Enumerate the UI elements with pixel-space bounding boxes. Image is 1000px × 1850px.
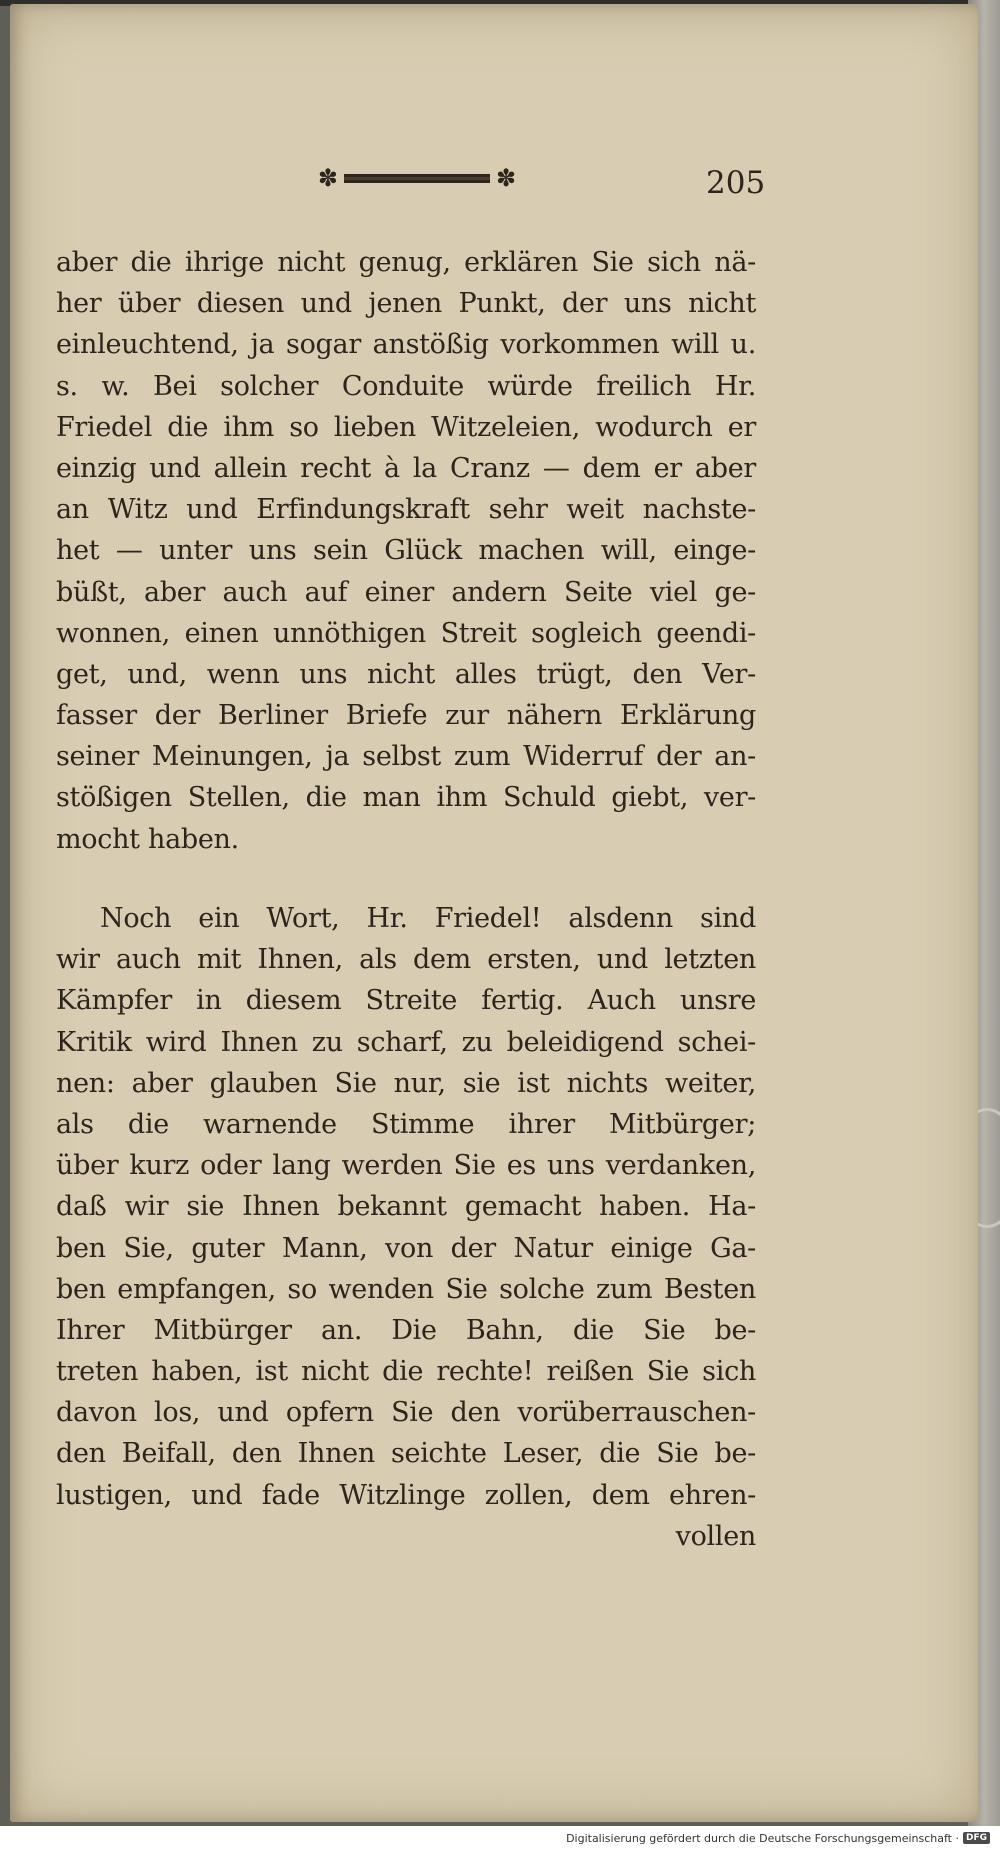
text-line: Noch ein Wort, Hr. Friedel! alsdenn sind xyxy=(100,903,756,934)
ornament-left-icon: ✽ xyxy=(317,164,338,192)
text-line: lustigen, und fade Witzlinge zollen, dem ehren- xyxy=(56,1479,756,1511)
dfg-logo: DFG xyxy=(963,1832,990,1844)
text-line: ben empfangen, so wenden Sie solche zum Besten xyxy=(56,1273,756,1305)
text-line: als die warnende Stimme ihrer Mitbürger; xyxy=(56,1108,756,1140)
text-line: het — unter uns sein Glück machen will, einge- xyxy=(56,535,756,567)
text-line: Ihrer Mitbürger an. Die Bahn, die Sie be- xyxy=(56,1314,756,1346)
text-line: Friedel die ihm so lieben Witzeleien, wodurch er xyxy=(56,411,756,443)
paragraph-2 xyxy=(56,898,756,1557)
text-line: ben Sie, guter Mann, von der Natur einige Ga- xyxy=(56,1232,756,1264)
catchword: vollen xyxy=(675,1520,756,1552)
text-line: Kämpfer in diesem Streite fertig. Auch unsre xyxy=(56,985,756,1017)
ornament-rule xyxy=(344,174,490,183)
text-line: über kurz oder lang werden Sie es uns verdanken, xyxy=(56,1150,756,1182)
ornament-right-icon: ✽ xyxy=(496,164,517,192)
text-line: stößigen Stellen, die man ihm Schuld giebt, ver- xyxy=(56,782,756,814)
paragraph-1 xyxy=(56,242,756,860)
text-line: s. w. Bei solcher Conduite würde freilich Hr. xyxy=(56,370,756,402)
header-ornament xyxy=(306,164,528,192)
book-page xyxy=(10,4,978,1822)
text-line: aber die ihrige nicht genug, erklären Sie sich nä- xyxy=(56,247,756,278)
text-line: Kritik wird Ihnen zu scharf, zu beleidigend schei- xyxy=(56,1026,756,1058)
text-line: fasser der Berliner Briefe zur nähern Erklärung xyxy=(56,700,756,732)
text-line: seiner Meinungen, ja selbst zum Widerruf der an- xyxy=(56,741,756,773)
text-line: treten haben, ist nicht die rechte! reißen Sie sich xyxy=(56,1356,756,1388)
text-line: wonnen, einen unnöthigen Streit sogleich geendi- xyxy=(56,617,756,649)
text-line: den Beifall, den Ihnen seichte Leser, die Sie be- xyxy=(56,1438,756,1470)
text-line: her über diesen und jenen Punkt, der uns nicht xyxy=(56,288,756,320)
text-line: einzig und allein recht à la Cranz — dem er aber xyxy=(56,452,756,484)
text-line: einleuchtend, ja sogar anstößig vorkommen will u. xyxy=(56,329,756,361)
footer-credit: Digitalisierung gefördert durch die Deutsche Forschungsgemeinschaft · xyxy=(566,1831,959,1845)
text-line: daß wir sie Ihnen bekannt gemacht haben. Ha- xyxy=(56,1191,756,1223)
text-line: mocht haben. xyxy=(56,823,239,855)
digitization-footer xyxy=(0,1826,1000,1850)
text-line: get, und, wenn uns nicht alles trügt, den Ver- xyxy=(56,658,756,690)
text-line: an Witz und Erfindungskraft sehr weit nachste- xyxy=(56,494,756,526)
text-line: büßt, aber auch auf einer andern Seite viel ge- xyxy=(56,576,756,608)
text-line: nen: aber glauben Sie nur, sie ist nichts weiter, xyxy=(56,1067,756,1099)
page-number: 205 xyxy=(706,165,766,201)
text-line: wir auch mit Ihnen, als dem ersten, und letzten xyxy=(56,944,756,976)
text-line: davon los, und opfern Sie den vorüberrauschen- xyxy=(56,1397,756,1429)
